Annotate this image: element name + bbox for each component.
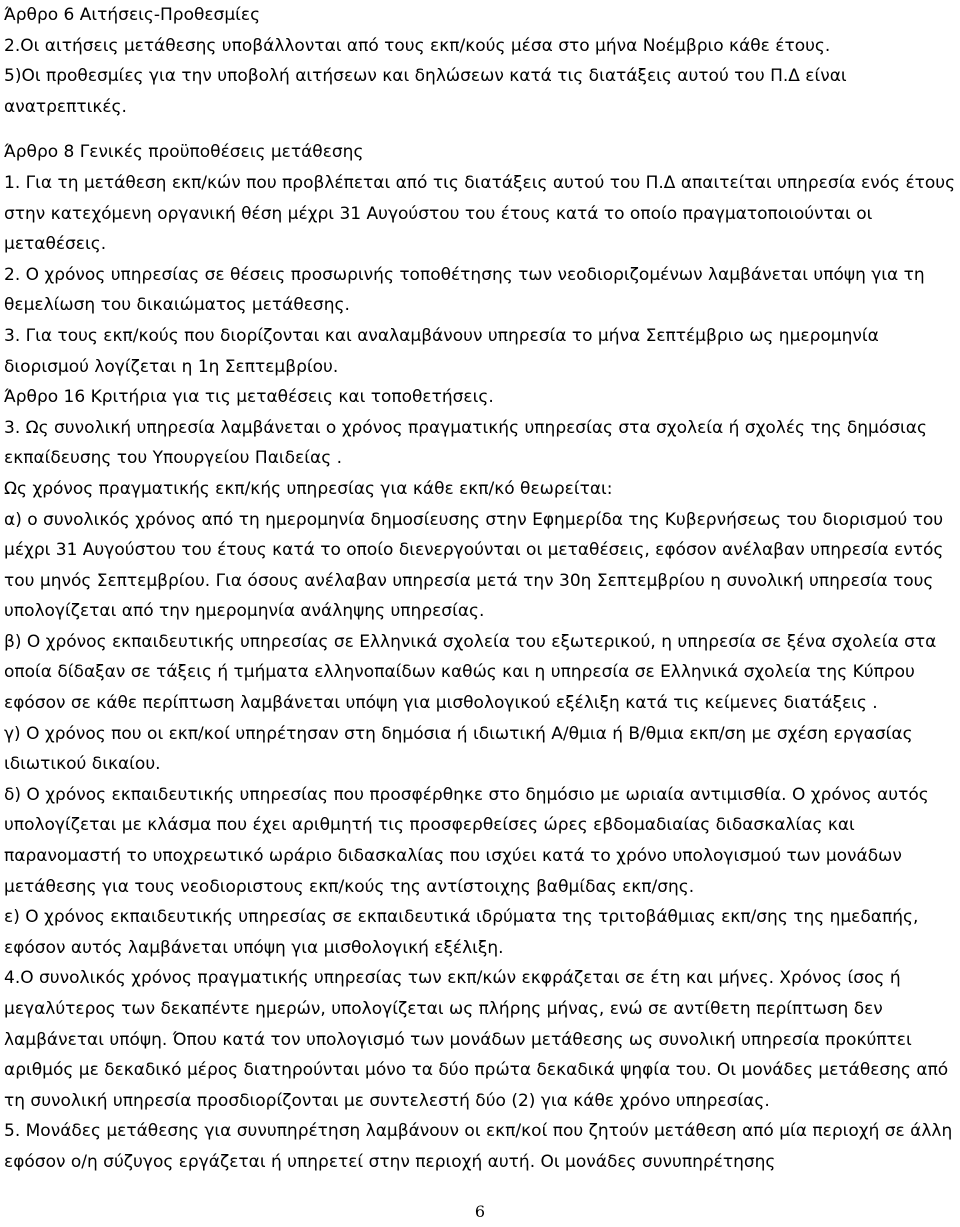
paragraph: 2. Ο χρόνος υπηρεσίας σε θέσεις προσωρινής τοποθέτησης των νεοδιοριζομένων λαμβάνεται υπόψη για τη θεμελίωση του δικαιώματος μετάθεσης. <box>4 264 925 316</box>
article-6-heading: Άρθρο 6 Αιτήσεις-Προθεσμίες <box>4 5 261 25</box>
article-16-heading: Άρθρο 16 Κριτήρια για τις μεταθέσεις και τοποθετήσεις. <box>4 387 494 408</box>
paragraph: 4.Ο συνολικός χρόνος πραγματικής υπηρεσίας των εκπ/κών εκφράζεται σε έτη και μήνες. Χρόνος ίσος ή μεγαλύτερος των δεκαπέντε ημερών, υπολογίζεται ως πλήρης μήνας, ενώ σε αντίθετη περίπτωση δεν λαμβάνεται υπόψη. Όπου κατά τον υπολογισμό των μονάδων μετάθεσης ως συνολική υπηρεσία προκύπτει αριθμός με δεκαδικό μέρος διατηρούνται μόνο τα δύο πρώτα δεκαδικά ψηφία του. Οι μονάδες μετάθεσης από τη συνολική υπηρεσία προσδιορίζονται με συντελεστή δύο (2) για κάθε χρόνο υπηρεσίας. <box>4 968 949 1111</box>
paragraph: 3. Για τους εκπ/κούς που διορίζονται και αναλαμβάνουν υπηρεσία το μήνα Σεπτέμβριο ως ημερομηνία διορισμού λογίζεται η 1η Σεπτεμβρίου. <box>4 325 879 377</box>
paragraph: 2.Οι αιτήσεις μετάθεσης υποβάλλονται από τους εκπ/κούς μέσα στο μήνα Νοέμβριο κάθε έτους. <box>4 35 831 56</box>
paragraph: 1. Για τη μετάθεση εκπ/κών που προβλέπεται από τις διατάξεις αυτού του Π.Δ απαιτείται υπηρεσία ενός έτους στην κατεχόμενη οργανική θέση μέχρι 31 Αυγούστου του έτους κατά το οποίο πραγματοποιούνται οι μεταθέσεις. <box>4 172 956 255</box>
document-body <box>4 0 956 1178</box>
paragraph: 5. Μονάδες μετάθεσης για συνυπηρέτηση λαμβάνουν οι εκπ/κοί που ζητούν μετάθεση από μία περιοχή σε άλλη εφόσον ο/η σύζυγος εργάζεται ή υπηρετεί στην περιοχή αυτή. Οι μονάδες συνυπηρέτησης <box>4 1121 953 1172</box>
paragraph: 5)Οι προθεσμίες για την υποβολή αιτήσεων και δηλώσεων κατά τις διατάξεις αυτού του Π.Δ είναι ανατρεπτικές. <box>4 66 847 117</box>
paragraph: γ) Ο χρόνος που οι εκπ/κοί υπηρέτησαν στη δημόσια ή ιδιωτική Α/θμια ή Β/θμια εκπ/ση με σχέση εργασίας ιδιωτικού δικαίου. <box>4 723 913 775</box>
paragraph: β) Ο χρόνος εκπαιδευτικής υπηρεσίας σε Ελληνικά σχολεία του εξωτερικού, η υπηρεσία σε ξένα σχολεία στα οποία δίδαξαν σε τάξεις ή τμήματα ελληνοπαίδων καθώς και η υπηρεσία σε Ελληνικά σχολεία της Κύπρου εφόσον σε κάθε περίπτωση λαμβάνεται υπόψη για μισθολογικού εξέλιξη κατά τις κείμενες διατάξεις . <box>4 631 937 714</box>
paragraph: α) ο συνολικός χρόνος από τη ημερομηνία δημοσίευσης στην Εφημερίδα της Κυβερνήσεως του διορισμού του μέχρι 31 Αυγούστου του έτους κατά το οποίο διενεργούνται οι μεταθέσεις, εφόσον ανέλαβαν υπηρεσία εντός του μηνός Σεπτεμβρίου. Για όσους ανέλαβαν υπηρεσία μετά την 30η Σεπτεμβρίου η συνολική υπηρεσία τους υπολογίζεται από την ημερομηνία ανάληψης υπηρεσίας. <box>4 509 944 622</box>
page-number: 6 <box>474 1202 486 1221</box>
paragraph: ε) Ο χρόνος εκπαιδευτικής υπηρεσίας σε εκπαιδευτικά ιδρύματα της τριτοβάθμιας εκπ/σης της ημεδαπής, εφόσον αυτός λαμβάνεται υπόψη για μισθολογική εξέλιξη. <box>4 907 919 958</box>
paragraph: 3. Ως συνολική υπηρεσία λαμβάνεται ο χρόνος πραγματικής υπηρεσίας στα σχολεία ή σχολές της δημόσιας εκπαίδευσης του Υπουργείου Παιδείας . <box>4 417 927 469</box>
paragraph: Ως χρόνος πραγματικής εκπ/κής υπηρεσίας για κάθε εκπ/κό θεωρείται: <box>4 478 613 499</box>
article-8-heading: Άρθρο 8 Γενικές προϋποθέσεις μετάθεσης <box>4 142 364 163</box>
paragraph: δ) Ο χρόνος εκπαιδευτικής υπηρεσίας που προσφέρθηκε στο δημόσιο με ωριαία αντιμισθία. Ο χρόνος αυτός υπολογίζεται με κλάσμα που έχει αριθμητή τις προσφερθείσες ώρες εβδομαδιαίας διδασκαλίας και παρανομαστή το υποχρεωτικό ωράριο διδασκαλίας που ισχύει κατά το χρόνο υπολογισμού των μονάδων μετάθεσης για τους νεοδιοριστους εκπ/κούς της αντίστοιχης βαθμίδας εκπ/σης. <box>4 784 929 897</box>
